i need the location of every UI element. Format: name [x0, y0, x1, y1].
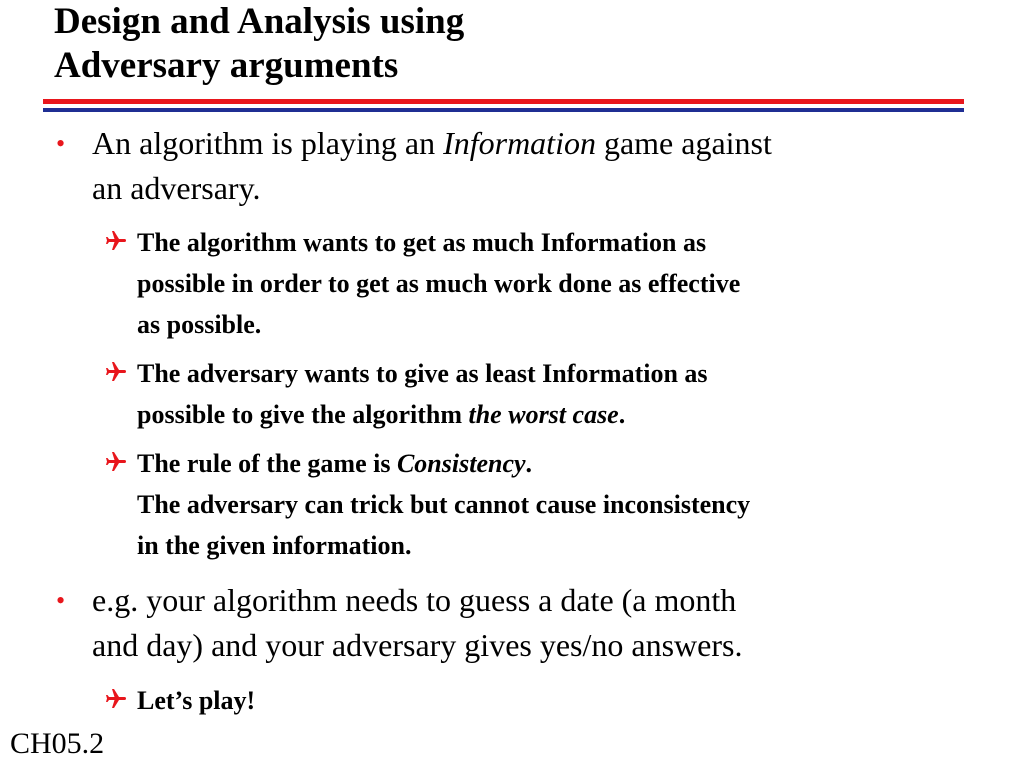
- sub-1-3-line3: in the given information.: [137, 531, 412, 560]
- title-line-1: Design and Analysis using: [54, 1, 465, 42]
- sub-1-2-line2-em: the worst case: [468, 400, 619, 429]
- sub-bullet-1-1: [137, 222, 957, 345]
- sub-bullet-1-3: [137, 443, 957, 566]
- sub-2-1-line1: Let’s play!: [137, 686, 256, 715]
- sub-bullet-2-1: [137, 680, 957, 721]
- sub-1-1-line2: possible in order to get as much work done as effective: [137, 269, 741, 298]
- airplane-icon: [104, 353, 128, 384]
- sub-1-2-line2-pre: possible to give the algorithm: [137, 400, 469, 429]
- bullet-dot-icon: •: [56, 586, 66, 615]
- bullet-2-text-line2: and day) and your adversary gives yes/no answers.: [92, 627, 743, 663]
- sub-1-3-line1-pre: The rule of the game is: [137, 449, 397, 478]
- bullet-item-1: [56, 121, 972, 211]
- bullet-1-text-line2: an adversary.: [92, 170, 261, 206]
- bullet-item-2: [56, 578, 972, 668]
- bullet-1-text-post: game against: [595, 125, 772, 161]
- sub-1-3-line2: The adversary can trick but cannot cause inconsistency: [137, 490, 751, 519]
- airplane-icon: [104, 443, 128, 474]
- bullet-2-text-line1: e.g. your algorithm needs to guess a date (a month: [92, 582, 737, 618]
- sub-1-1-line3: as possible.: [137, 310, 262, 339]
- bullet-1-text-pre: An algorithm is playing an: [92, 125, 444, 161]
- sub-1-3-line1: [137, 443, 957, 484]
- bullet-1-text-em: Information: [443, 125, 596, 161]
- airplane-icon: [104, 222, 128, 253]
- sub-1-2-line2: [137, 394, 957, 435]
- sub-1-2-line1: The adversary wants to give as least Information as: [137, 359, 708, 388]
- sub-1-2-line2-post: .: [618, 400, 626, 429]
- sub-1-3-line1-em: Consistency: [396, 449, 526, 478]
- sub-bullet-1-2: [137, 353, 957, 435]
- bullet-dot-icon: •: [56, 129, 66, 158]
- slide-number: CH05.2: [10, 727, 105, 760]
- airplane-icon: [104, 680, 128, 711]
- sub-1-3-line1-post: .: [525, 449, 533, 478]
- sub-1-1-line1: The algorithm wants to get as much Information as: [137, 228, 707, 257]
- title-line-2: Adversary arguments: [54, 45, 399, 86]
